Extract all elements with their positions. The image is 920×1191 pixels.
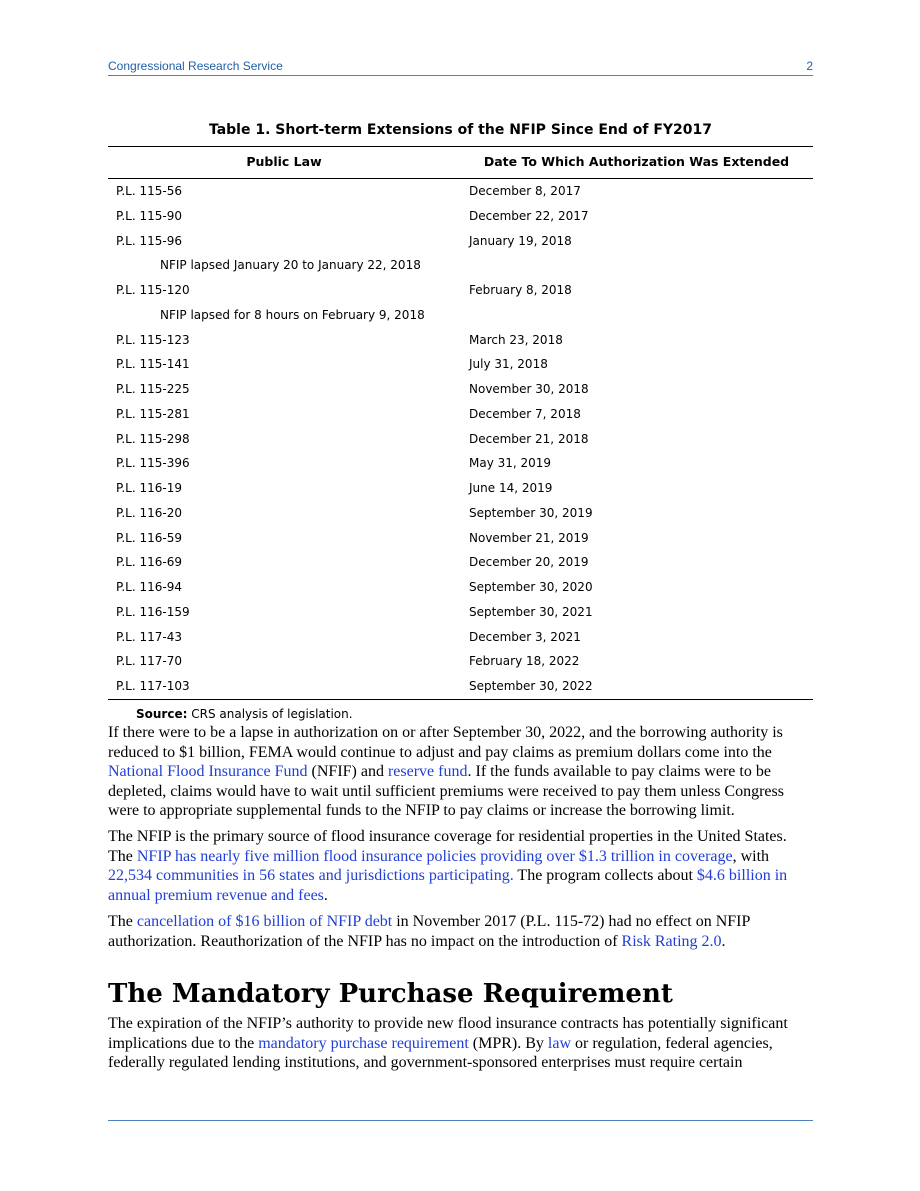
header-org: Congressional Research Service xyxy=(108,59,283,73)
text-run: The xyxy=(108,913,137,930)
cell-public-law: P.L. 116-19 xyxy=(116,481,182,495)
cell-date: February 8, 2018 xyxy=(469,283,572,297)
cell-public-law: P.L. 117-103 xyxy=(116,679,190,693)
text-run: . xyxy=(323,886,328,904)
link-nfip-policies[interactable]: NFIP has nearly five million flood insurance policies providing over $1.3 trillion in coverage xyxy=(136,847,733,865)
cell-public-law: P.L. 116-20 xyxy=(116,505,182,520)
cell-date: November 21, 2019 xyxy=(469,530,589,545)
table-row xyxy=(108,229,813,254)
cell-date: September 30, 2020 xyxy=(469,580,593,594)
cell-date: December 22, 2017 xyxy=(469,208,589,223)
table-row xyxy=(108,649,813,674)
table-row xyxy=(108,179,813,204)
cell-date: March 23, 2018 xyxy=(469,332,563,347)
cell-public-law: P.L. 117-43 xyxy=(116,629,182,644)
text-run: , with xyxy=(732,847,770,865)
table-body xyxy=(108,179,813,700)
text-run: If there were to be a lapse in authorization on or after September 30, 2022, and the borrowing authority is reduced to $1 billion, FEMA would continue to adjust and pay claims as premium dollars come into the xyxy=(108,724,783,761)
paragraph-lapse xyxy=(108,723,814,821)
page-number: 2 xyxy=(806,59,813,73)
paragraph-mpr xyxy=(108,1014,814,1073)
table-row xyxy=(108,204,813,229)
table-row xyxy=(108,377,813,402)
cell-public-law: P.L. 115-281 xyxy=(116,406,190,421)
table-row xyxy=(108,328,813,353)
cell-public-law: P.L. 115-123 xyxy=(116,332,190,347)
lapse-note: NFIP lapsed for 8 hours on February 9, 2018 xyxy=(160,307,425,322)
cell-date: May 31, 2019 xyxy=(469,456,552,471)
table-row xyxy=(108,600,813,625)
cell-public-law: P.L. 115-56 xyxy=(116,184,182,198)
link-reserve-fund[interactable]: reserve fund xyxy=(387,763,468,780)
cell-public-law: P.L. 116-69 xyxy=(116,555,182,570)
table-row xyxy=(108,476,813,501)
source-label: Source: xyxy=(136,707,188,721)
link-communities-participating[interactable]: 22,534 communities in 56 states and jurisdictions participating. xyxy=(108,867,514,884)
table-row xyxy=(108,451,813,476)
cell-date: February 18, 2022 xyxy=(469,654,580,669)
paragraph-nfip-overview xyxy=(108,827,814,905)
cell-public-law: P.L. 115-120 xyxy=(116,283,190,297)
table-row xyxy=(108,575,813,600)
link-mandatory-purchase-requirement[interactable]: mandatory purchase requirement xyxy=(258,1034,469,1052)
cell-date: December 8, 2017 xyxy=(469,184,581,198)
table-header-row xyxy=(108,146,813,179)
cell-date: December 20, 2019 xyxy=(469,555,589,570)
table-row xyxy=(108,550,813,575)
text-run: (NFIF) and xyxy=(307,763,388,780)
cell-public-law: P.L. 115-141 xyxy=(116,357,190,372)
link-premium-revenue[interactable]: $4.6 billion in annual premium revenue and fees xyxy=(108,867,788,904)
text-run: in November 2017 (P.L. 115-72) had no effect on NFIP authorization. Reauthorization of the NFIP has no impact on the introduction of xyxy=(108,913,750,950)
cell-date: July 31, 2018 xyxy=(469,357,548,372)
table-row xyxy=(108,526,813,551)
extensions-table xyxy=(108,146,813,700)
cell-date: November 30, 2018 xyxy=(469,382,589,396)
cell-date: September 30, 2021 xyxy=(469,604,593,619)
cell-date: September 30, 2022 xyxy=(469,679,593,693)
cell-public-law: P.L. 115-298 xyxy=(116,431,190,446)
source-text: CRS analysis of legislation. xyxy=(191,707,353,721)
link-risk-rating-2[interactable]: Risk Rating 2.0 xyxy=(621,932,722,950)
table-row xyxy=(108,625,813,650)
cell-date: December 21, 2018 xyxy=(469,431,589,446)
page-header xyxy=(108,59,813,76)
link-law[interactable]: law xyxy=(547,1034,572,1052)
text-run: The NFIP is the primary source of flood insurance coverage for residential properties in the United States. The xyxy=(108,828,787,865)
cell-date: September 30, 2019 xyxy=(469,505,593,520)
cell-date: December 7, 2018 xyxy=(469,406,581,421)
cell-public-law: P.L. 116-94 xyxy=(116,580,182,594)
table-title: Table 1. Short-term Extensions of the NFIP Since End of FY2017 xyxy=(208,122,713,138)
text-run: The program collects about xyxy=(513,867,697,884)
column-header-public-law: Public Law xyxy=(246,154,322,169)
text-run: The expiration of the NFIP’s authority to provide new flood insurance contracts has potentially significant implications due to the xyxy=(108,1015,788,1052)
cell-date: June 14, 2019 xyxy=(469,481,553,495)
cell-public-law: P.L. 115-225 xyxy=(116,382,190,396)
footer-rule xyxy=(108,1120,813,1121)
link-national-flood-insurance-fund[interactable]: National Flood Insurance Fund xyxy=(108,763,308,780)
table-note-row xyxy=(108,253,813,278)
table-row xyxy=(108,402,813,427)
text-run: (MPR). By xyxy=(468,1034,548,1052)
table-row xyxy=(108,352,813,377)
cell-public-law: P.L. 115-396 xyxy=(116,456,190,471)
paragraph-debt-cancellation xyxy=(108,912,814,951)
cell-date: December 3, 2021 xyxy=(469,629,581,644)
table-row xyxy=(108,674,813,699)
table-row xyxy=(108,427,813,452)
cell-public-law: P.L. 117-70 xyxy=(116,654,182,669)
cell-date: January 19, 2018 xyxy=(469,233,572,248)
cell-public-law: P.L. 115-90 xyxy=(116,208,182,223)
text-run: . xyxy=(721,932,726,950)
cell-public-law: P.L. 116-59 xyxy=(116,530,182,545)
link-cancellation-of-debt[interactable]: cancellation of $16 billion of NFIP debt xyxy=(136,913,393,930)
lapse-note: NFIP lapsed January 20 to January 22, 2018 xyxy=(160,258,421,273)
table-note-row xyxy=(108,303,813,328)
section-heading: The Mandatory Purchase Requirement xyxy=(108,979,673,1009)
cell-public-law: P.L. 115-96 xyxy=(116,233,182,248)
column-header-date: Date To Which Authorization Was Extended xyxy=(483,154,790,169)
table-row xyxy=(108,501,813,526)
table-row xyxy=(108,278,813,303)
cell-public-law: P.L. 116-159 xyxy=(116,604,190,619)
text-run: . If the funds available to pay claims were to be depleted, claims would have to wait until sufficient premiums were received to pay them unless Congress were to appropriate supplemental funds to the NFIP to pay claims or increase the borrowing limit. xyxy=(108,763,784,819)
table-source xyxy=(136,707,353,721)
text-run: or regulation, federal agencies, federally regulated lending institutions, and government-sponsored enterprises must require certain xyxy=(108,1034,773,1071)
